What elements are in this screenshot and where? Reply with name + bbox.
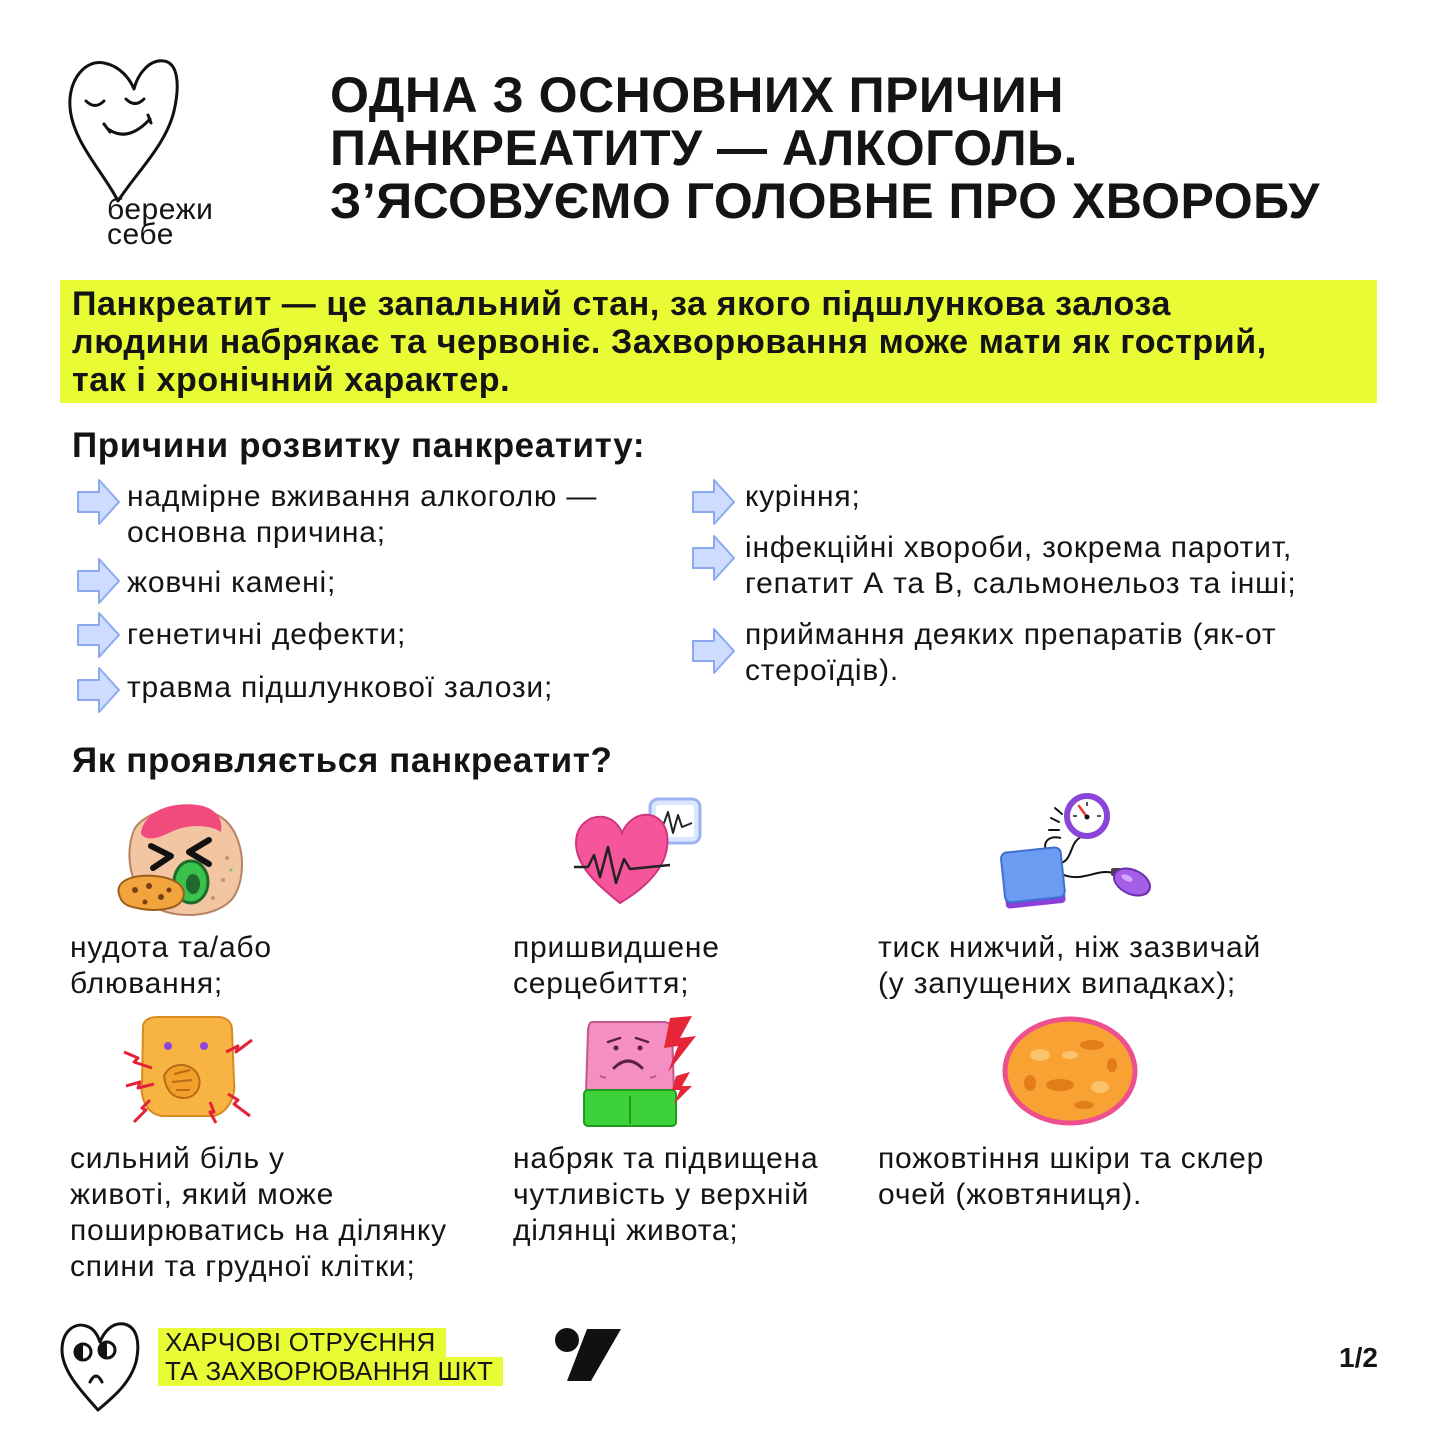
title-line-1: ОДНА З ОСНОВНИХ ПРИЧИН	[330, 67, 1064, 123]
causes-heading: Причини розвитку панкреатиту:	[72, 426, 646, 465]
symptom-caption	[70, 930, 272, 1002]
cause-item-line: основна причина;	[127, 516, 386, 549]
intro-text	[72, 285, 1267, 399]
cause-item-line: приймання деяких препаратів (як-от	[745, 618, 1277, 651]
arrow-right-icon	[75, 610, 121, 660]
sad-heart-icon	[56, 1314, 144, 1414]
symptom-caption-line: сильний біль у	[70, 1142, 285, 1175]
symptom-caption-line: тиск нижчий, ніж зазвичай	[878, 931, 1262, 964]
intro-line-3: так і хронічний характер.	[72, 361, 511, 399]
symptom-caption-line: пожовтіння шкіри та склер	[878, 1142, 1265, 1175]
cause-item-line: травма підшлункової залози;	[127, 671, 554, 704]
cause-item-line: інфекційні хвороби, зокрема паротит,	[745, 531, 1293, 564]
yellow-skin-icon	[1000, 1015, 1140, 1127]
symptom-caption-line: нудота та/або	[70, 931, 272, 964]
symptom-caption-line: набряк та підвищена	[513, 1142, 819, 1175]
cause-item	[127, 617, 406, 653]
series-label-line-2: ТА ЗАХВОРЮВАННЯ ШКТ	[158, 1357, 503, 1386]
title-line-3: З’ЯСОВУЄМО ГОЛОВНЕ ПРО ХВОРОБУ	[330, 173, 1320, 229]
symptom-caption	[878, 1141, 1264, 1213]
page-number: 1/2	[1339, 1342, 1378, 1373]
abdominal-pain-icon	[118, 1012, 258, 1124]
cause-item-line: стероїдів).	[745, 654, 900, 687]
cause-item	[745, 617, 1276, 689]
symptom-caption-line: серцебиття;	[513, 967, 690, 1000]
page-title	[330, 69, 1320, 228]
cause-item	[127, 479, 597, 551]
symptom-caption-line: ділянці живота;	[513, 1214, 739, 1247]
symptom-caption-line: (у запущених випадках);	[878, 967, 1237, 1000]
heartbeat-heart-icon	[570, 795, 705, 910]
arrow-right-icon	[75, 556, 121, 606]
arrow-right-icon	[690, 626, 736, 676]
symptom-caption-line: спини та грудної клітки;	[70, 1250, 416, 1283]
cause-item-line: куріння;	[745, 480, 861, 513]
symptoms-heading: Як проявляється панкреатит?	[72, 741, 613, 780]
symptom-caption	[513, 930, 720, 1002]
symptom-caption	[878, 930, 1261, 1002]
symptom-caption-line: блювання;	[70, 967, 224, 1000]
symptom-caption-line: поширюватись на ділянку	[70, 1214, 447, 1247]
symptom-caption	[513, 1141, 819, 1249]
cause-item-line: надмірне вживання алкоголю —	[127, 480, 598, 513]
symptom-caption	[70, 1141, 447, 1285]
series-label-line-1: ХАРЧОВІ ОТРУЄННЯ	[158, 1328, 446, 1357]
cause-item-line: гепатит А та В, сальмонельоз та інші;	[745, 567, 1297, 600]
brand-mark-icon	[553, 1326, 623, 1384]
logo-line-2: себе	[107, 218, 174, 251]
arrow-right-icon	[75, 477, 121, 527]
symptom-caption-line: животі, який може	[70, 1178, 335, 1211]
logo-wordmark	[107, 193, 214, 251]
nausea-face-icon	[105, 798, 250, 920]
cause-item	[745, 530, 1297, 602]
symptom-caption-line: очей (жовтяниця).	[878, 1178, 1143, 1211]
intro-line-1: Панкреатит — це запальний стан, за якого підшлункова залоза	[72, 285, 1171, 323]
symptom-caption-line: чутливість у верхній	[513, 1178, 810, 1211]
arrow-right-icon	[690, 533, 736, 583]
smiling-heart-logo-icon	[64, 55, 184, 205]
symptom-caption-line: пришвидшене	[513, 931, 720, 964]
arrow-right-icon	[75, 665, 121, 715]
logo-line-1: бережи	[107, 193, 214, 226]
cause-item	[745, 479, 861, 515]
intro-line-2: людини набрякає та червоніє. Захворювання може мати як гострий,	[72, 323, 1267, 361]
cause-item	[127, 565, 336, 601]
blood-pressure-monitor-icon	[995, 790, 1155, 915]
cause-item-line: генетичні дефекти;	[127, 618, 407, 651]
title-line-2: ПАНКРЕАТИТУ — АЛКОГОЛЬ.	[330, 120, 1078, 176]
arrow-right-icon	[690, 477, 736, 527]
cause-item	[127, 670, 553, 706]
swollen-belly-icon	[578, 1012, 698, 1130]
cause-item-line: жовчні камені;	[127, 566, 337, 599]
